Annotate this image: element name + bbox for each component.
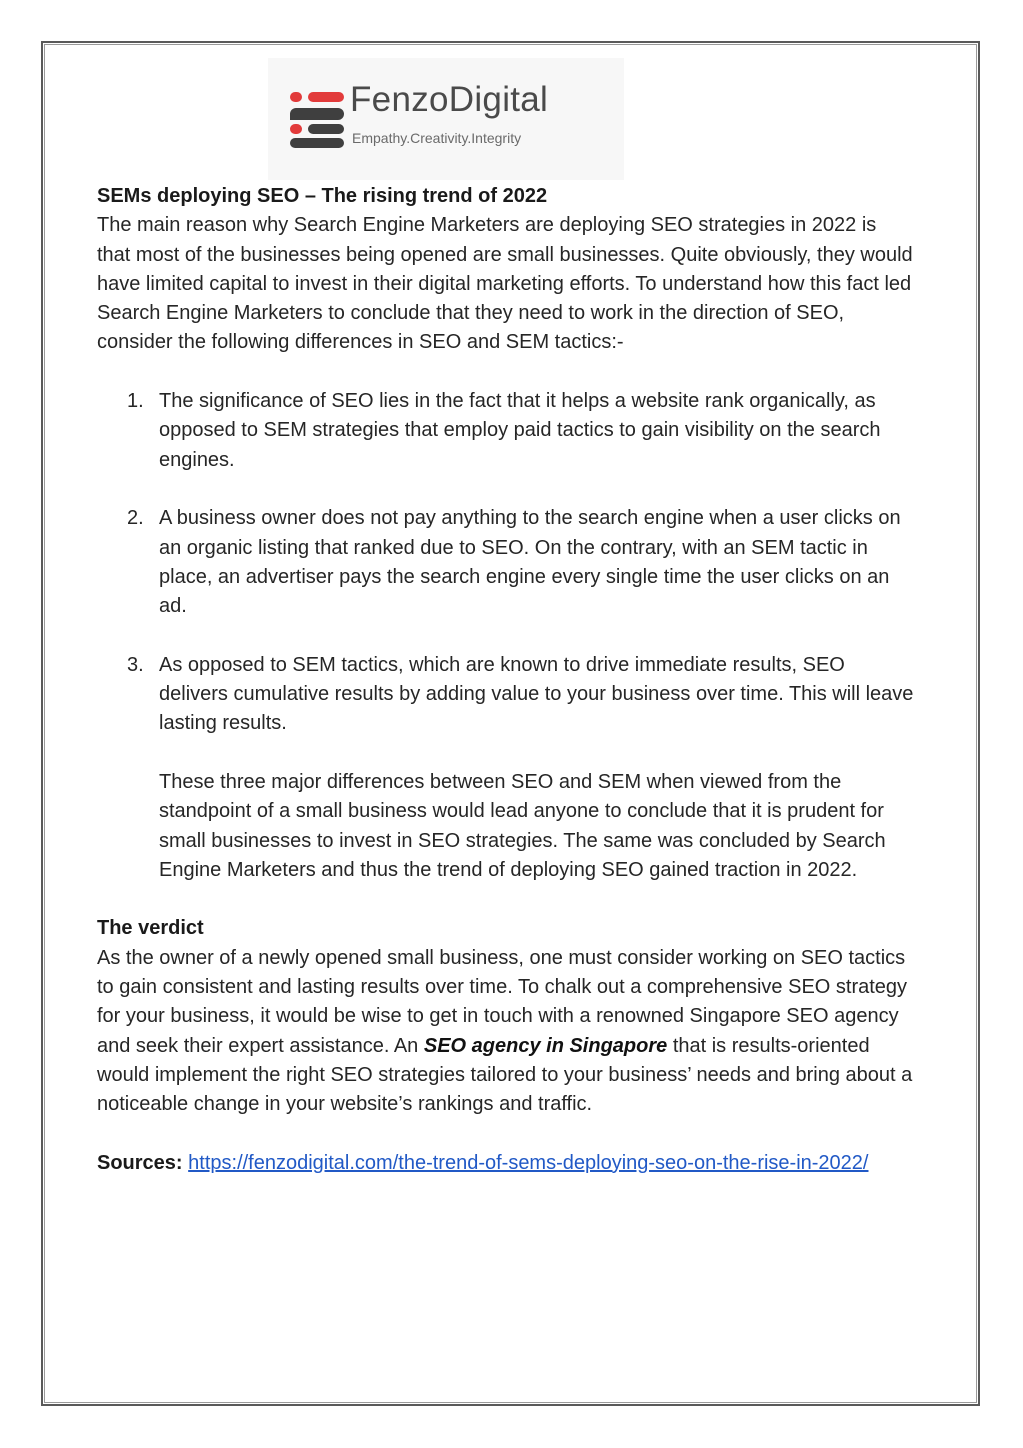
list-followup-paragraph: These three major differences between SEO and SEM when viewed from the standpoint of a small business would lead anyone to conclude that it is prudent for small businesses to invest in SEO strategies. The same was concluded by Search Engine Marketers and thus the trend of deploying SEO gained traction in 2022.: [159, 770, 886, 881]
list-item-text: As opposed to SEM tactics, which are known to drive immediate results, SEO delivers cumulative results by adding value to your business over time. This will leave lasting results.: [159, 653, 914, 735]
sources-link[interactable]: https://fenzodigital.com/the-trend-of-sems-deploying-seo-on-the-rise-in-2022/: [188, 1151, 869, 1174]
list-number: 2.: [127, 507, 144, 530]
sources-label: Sources:: [97, 1151, 183, 1174]
list-item: [97, 504, 915, 621]
intro-paragraph: The main reason why Search Engine Marketers are deploying SEO strategies in 2022 is that most of the businesses being opened are small businesses. Quite obviously, they would have limited capital to invest in their digital marketing efforts. To understand how this fact led Search Engine Marketers to conclude that they need to work in the direction of SEO, consider the following differences in SEO and SEM tactics:-: [97, 214, 913, 354]
differences-list: [97, 387, 915, 739]
verdict-text-after: that is results-oriented would implement the right SEO strategies tailored to your business’ needs and bring about a noticeable change in your website’s rankings and traffic.: [97, 1034, 913, 1116]
fenzodigital-logo: [268, 58, 624, 180]
list-item: [97, 387, 915, 475]
seo-agency-emphasis: SEO agency in Singapore: [423, 1034, 668, 1057]
logo-brand-text: FenzoDigital: [350, 80, 549, 119]
list-number: 1.: [127, 390, 144, 413]
section-heading: SEMs deploying SEO – The rising trend of 2022: [97, 185, 548, 207]
list-item-text: A business owner does not pay anything to the search engine when a user clicks on an organic listing that ranked due to SEO. On the contrary, with an SEM tactic in place, an advertiser pays the search engine every single time the user clicks on an ad.: [159, 507, 901, 618]
logo-tagline: Empathy.Creativity.Integrity: [352, 130, 522, 146]
document-body: [97, 182, 915, 1178]
list-item: [97, 651, 915, 739]
list-number: 3.: [127, 653, 144, 676]
list-item-text: The significance of SEO lies in the fact that it helps a website rank organically, as opposed to SEM strategies that employ paid tactics to gain visibility on the search engines.: [159, 390, 881, 471]
verdict-paragraph: [97, 944, 915, 1120]
sources-line: [97, 1149, 915, 1178]
verdict-heading: The verdict: [97, 917, 204, 940]
verdict-text-before: As the owner of a newly opened small business, one must consider working on SEO tactics to gain consistent and lasting results over time. To chalk out a comprehensive SEO strategy for your business, it would be wise to get in touch with a renowned Singapore SEO agency and seek their expert assistance. An: [97, 946, 908, 1057]
